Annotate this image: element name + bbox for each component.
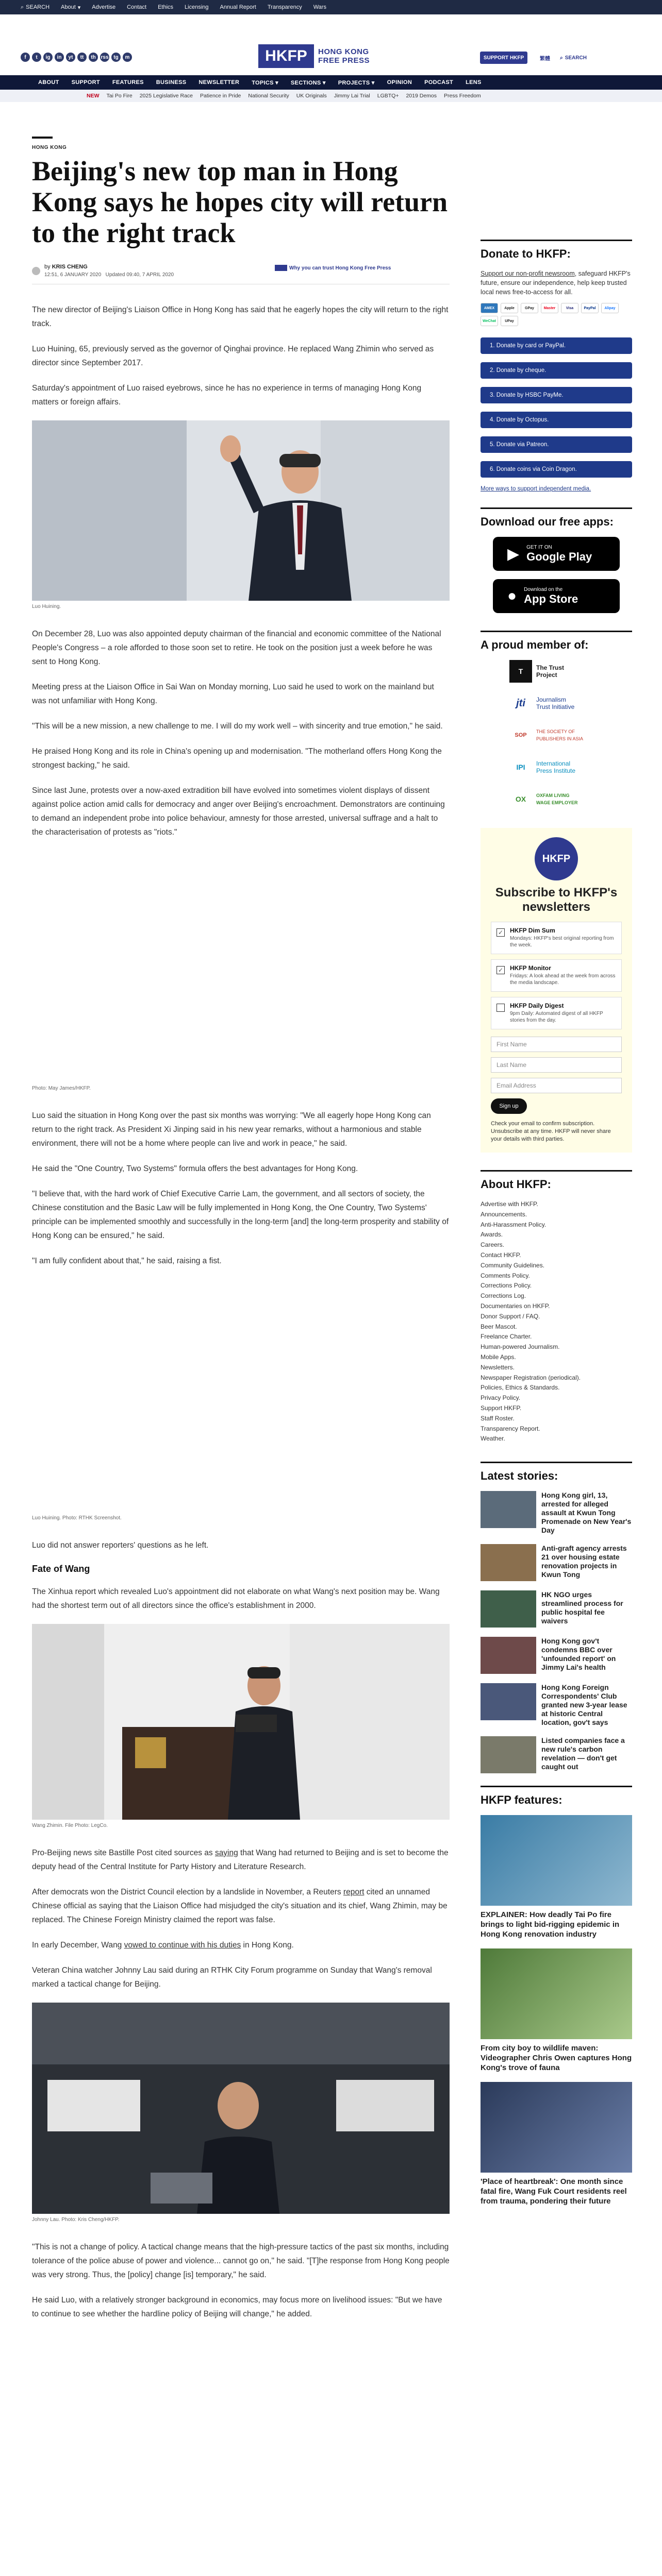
byline: by KRIS CHENG 12:51, 6 JANUARY 2020 Updated 09:40, 7 APRIL 2020 Why you can trust Hong Kong Free Press (32, 264, 450, 284)
story-thumbnail[interactable] (481, 1590, 536, 1628)
about-link[interactable]: Announcements. (481, 1210, 527, 1218)
latest-story[interactable] (481, 1637, 632, 1674)
latest-heading: Latest stories: (481, 1462, 632, 1483)
paragraph: "This will be a new mission, a new challenge to me. I will do my work well – with sincerity and true emotion," he said. (32, 722, 443, 731)
about-link[interactable]: Human-powered Journalism. (481, 1343, 560, 1351)
photo-illustration (32, 2003, 450, 2214)
image-caption: Photo: May James/HKFP. (32, 1086, 91, 1091)
alipay-icon: Alipay (601, 303, 619, 313)
telegram-icon[interactable]: tg (111, 53, 121, 62)
author-avatar (32, 267, 40, 275)
wechat-icon: WeChat (481, 316, 498, 326)
member-jti[interactable]: jti Journalism Trust Initiative (509, 692, 632, 715)
photo-luo-huining (32, 420, 450, 601)
linkedin-icon[interactable]: in (55, 53, 64, 62)
trust-promo-link[interactable]: Why you can trust Hong Kong Free Press (275, 265, 391, 271)
oxfam-icon: OX (515, 795, 526, 803)
checkbox[interactable]: ✓ (496, 966, 505, 974)
header-search-button[interactable]: ⌕ SEARCH (560, 55, 587, 61)
chevron-down-icon: ▾ (77, 4, 81, 11)
about-link[interactable]: Comments Policy. (481, 1272, 530, 1279)
facebook-icon[interactable]: f (21, 53, 30, 62)
paragraph: Meeting press at the Liaison Office in Sai Wan on Monday morning, Luo said he used to work on the mainland but was not unfamiliar with Hong Kong. (32, 683, 434, 705)
published-date: 12:51, 6 JANUARY 2020 (44, 272, 102, 278)
embedded-video-placeholder (32, 1279, 450, 1512)
latest-story[interactable] (481, 1683, 632, 1727)
paragraph: Pro-Beijing news site Bastille Post cited sources as saying that Wang had returned to Beijing and is set to become the deputy head of the Central Institute for Party History and Literature Research. (32, 1849, 449, 1871)
nav-opinion[interactable]: OPINION (387, 79, 412, 86)
mastodon-icon[interactable]: m (123, 53, 132, 62)
apps-heading: Download our free apps: (481, 507, 632, 529)
trending-item[interactable]: LGBTQ+ (377, 93, 399, 99)
newsletter-note: Check your email to confirm subscription. Unsubscribe at any time. HKFP will never share your details with third parties. (491, 1121, 611, 1142)
member-oxfam[interactable]: OX OXFAM LIVING WAGE EMPLOYER (509, 788, 632, 810)
about-link[interactable]: Privacy Policy. (481, 1394, 521, 1402)
paragraph: He said Luo, with a relatively stronger background in economics, may focus more on livelihood issues: "But we have to continue to see whether the hardline policy of Beijing will change," he added. (32, 2296, 442, 2318)
page-title: Beijing's new top man in Hong Kong says he hopes city will return to the right track (32, 156, 448, 248)
about-link[interactable]: Careers. (481, 1241, 505, 1249)
about-link[interactable]: Advertise with HKFP. (481, 1200, 538, 1208)
paypal-icon: PayPal (581, 303, 599, 313)
logo-mark: HKFP (258, 44, 314, 68)
site-logo[interactable] (258, 44, 370, 68)
paragraph: In early December, Wang vowed to continue with his duties in Hong Kong. (32, 1941, 294, 1950)
topbar-wars[interactable]: Wars (313, 4, 326, 10)
paragraph: The Xinhua report which revealed Luo's appointment did not elaborate on what Wang's next position may be. Wang had the shortest term out of all directors since the office's establishment in 2000. (32, 1587, 440, 1610)
app-store-button[interactable]: ● Download on the App Store (493, 579, 620, 613)
topbar-advertise[interactable]: Advertise (92, 4, 116, 10)
embedded-photo-placeholder (32, 851, 450, 1082)
donate-cheque-button[interactable]: 2. Donate by cheque. (481, 362, 632, 379)
nav-business[interactable]: BUSINESS (156, 79, 187, 86)
topbar-search[interactable]: ⌕ SEARCH (21, 4, 50, 10)
donate-octopus-button[interactable]: 4. Donate by Octopus. (481, 412, 632, 428)
inline-link[interactable]: vowed to continue with his duties (124, 1941, 241, 1950)
donate-text: Support our non-profit newsroom, safeguard HKFP's future, ensure our independence, help keep trusted local news free-to-access for all. (481, 270, 631, 296)
tiktok-icon[interactable]: tt (77, 53, 87, 62)
member-trust-project[interactable]: T The Trust Project (509, 660, 632, 683)
payment-methods (481, 303, 632, 326)
mastercard-icon: Master (541, 303, 558, 313)
about-link[interactable]: Transparency Report. (481, 1425, 540, 1432)
trending-item[interactable]: Press Freedom (444, 93, 481, 99)
donate-card-button[interactable]: 1. Donate by card or PayPal. (481, 337, 632, 354)
feature-image[interactable] (481, 1948, 632, 2039)
paragraph: Luo did not answer reporters' questions as he left. (32, 1541, 209, 1550)
paragraph: Luo Huining, 65, previously served as the governor of Qinghai province. He replaced Wang Zhimin who served as director since September 2017. (32, 345, 434, 367)
google-pay-icon: GPay (521, 303, 538, 313)
member-sopa[interactable]: SOP THE SOCIETY OF PUBLISHERS IN ASIA (509, 724, 632, 747)
member-ipi[interactable]: IPI International Press Institute (509, 756, 632, 778)
about-link[interactable]: Community Guidelines. (481, 1261, 545, 1269)
story-thumbnail[interactable] (481, 1637, 536, 1674)
language-switch[interactable]: 繁體 (540, 56, 550, 62)
paragraph: On December 28, Luo was also appointed deputy chairman of the financial and economic committee of the National People's Congress – a role afforded to those soon set to retire. He took on the position just a week before he was sent to Hong Kong. (32, 630, 441, 666)
nav-sections[interactable]: SECTIONS ▾ (290, 79, 326, 86)
image-caption: Wang Zhimin. File Photo: LegCo. (32, 1823, 108, 1828)
nav-podcast[interactable]: PODCAST (424, 79, 454, 86)
about-link[interactable]: Newspaper Registration (periodical). (481, 1374, 581, 1381)
subheading: Fate of Wang (32, 1564, 90, 1574)
image-caption: Johnny Lau. Photo: Kris Cheng/HKFP. (32, 2217, 120, 2223)
members-heading: A proud member of: (481, 631, 632, 652)
first-name-field[interactable]: First Name (491, 1037, 622, 1052)
main-navigation (0, 75, 662, 90)
nav-lens[interactable]: LENS (466, 79, 482, 86)
hkfp-badge-icon (275, 265, 287, 271)
trending-item[interactable]: National Security (248, 93, 289, 99)
story-title[interactable]: HK NGO urges streamlined process for public hospital fee waivers (541, 1590, 623, 1625)
topbar-licensing[interactable]: Licensing (185, 4, 209, 10)
about-link[interactable]: Corrections Policy. (481, 1282, 532, 1290)
feature-title[interactable]: 'Place of heartbreak': One month since fatal fire, Wang Fuk Court residents reel from trauma, pondering their future (481, 2177, 627, 2206)
topbar-annual-report[interactable]: Annual Report (220, 4, 256, 10)
instagram-icon[interactable]: ig (43, 53, 53, 62)
inline-link[interactable]: saying (214, 1849, 238, 1857)
twitter-icon[interactable]: t (32, 53, 41, 62)
about-link[interactable]: Support HKFP. (481, 1404, 522, 1412)
section-label[interactable]: HONG KONG (32, 145, 67, 150)
updated-date: Updated 09:40, 7 APRIL 2020 (105, 272, 174, 278)
site-header (0, 14, 662, 75)
nav-topics[interactable]: TOPICS ▾ (252, 79, 278, 86)
search-icon: ⌕ (21, 4, 24, 10)
paragraph: The new director of Beijing's Liaison Office in Hong Kong has said that he eagerly hopes the city will return to the right track. (32, 306, 449, 328)
topbar-about[interactable]: About ▾ (61, 4, 81, 11)
about-heading: About HKFP: (481, 1170, 632, 1191)
donate-patreon-button[interactable]: 5. Donate via Patreon. (481, 436, 632, 453)
trending-item[interactable]: Tai Po Fire (106, 93, 133, 99)
top-utility-bar (0, 0, 662, 14)
newsletter-box (481, 828, 632, 1153)
visa-icon: Visa (561, 303, 578, 313)
trending-item[interactable]: UK Originals (296, 93, 327, 99)
trending-item[interactable]: Patience in Pride (200, 93, 241, 99)
checkbox[interactable]: ✓ (496, 928, 505, 937)
photo-illustration (32, 1624, 450, 1820)
topbar-ethics[interactable]: Ethics (158, 4, 174, 10)
feature-card[interactable] (481, 1948, 632, 2073)
features-list (481, 1815, 632, 2206)
story-title[interactable]: Hong Kong girl, 13, arrested for alleged assault at Kwun Tong Promenade on New Year's Day (541, 1491, 632, 1535)
sopa-icon: SOP (515, 732, 527, 738)
youtube-icon[interactable]: yt (66, 53, 75, 62)
about-link[interactable]: Newsletters. (481, 1363, 515, 1371)
unionpay-icon: UPay (501, 316, 518, 326)
about-link[interactable]: Freelance Charter. (481, 1333, 532, 1341)
about-list (481, 1199, 632, 1444)
about-link[interactable]: Anti-Harassment Policy. (481, 1221, 547, 1228)
paragraph: He said the "One Country, Two Systems" formula offers the best advantages for Hong Kong. (32, 1164, 358, 1173)
section-rule (32, 137, 53, 139)
feature-image[interactable] (481, 1815, 632, 1906)
signup-button[interactable]: Sign up (491, 1098, 527, 1114)
paragraph: After democrats won the District Council election by a landslide in November, a Reuters report cited an unnamed Chinese official as saying that the Liaison Office had misjudged the city's situation and its chief, Wang Zhimin, may be replaced. The Chinese Foreign Ministry claimed the report was false. (32, 1888, 448, 1924)
ipi-icon: IPI (516, 763, 525, 771)
feature-image[interactable] (481, 2082, 632, 2173)
apple-pay-icon: Apple (501, 303, 518, 313)
last-name-field[interactable]: Last Name (491, 1057, 622, 1073)
donate-payme-button[interactable]: 3. Donate by HSBC PayMe. (481, 387, 632, 403)
topbar-transparency[interactable]: Transparency (267, 4, 302, 10)
nav-projects[interactable]: PROJECTS ▾ (338, 79, 375, 86)
story-thumbnail[interactable] (481, 1736, 536, 1773)
features-heading: HKFP features: (481, 1786, 632, 1807)
about-link[interactable]: Donor Support / FAQ. (481, 1312, 540, 1320)
trust-project-icon: T (509, 660, 532, 683)
paragraph: Since last June, protests over a now-axed extradition bill have evolved into sometimes violent displays of dissent against police action amid calls for democracy and anger over Beijing's encroachment. Demonstrators are continuing to demand an independent probe into police behaviour, amnesty for those arrested, universal suffrage and a halt to the characterisation of protests as "riots." (32, 786, 445, 837)
trending-item[interactable]: Jimmy Lai Trial (334, 93, 370, 99)
story-thumbnail[interactable] (481, 1683, 536, 1720)
newsletter-option-monitor[interactable]: ✓ HKFP Monitor Fridays: A look ahead at the week from across the media landscape. (491, 959, 622, 992)
photo-wang-zhimin (32, 1624, 450, 1820)
trending-item[interactable]: 2019 Demos (406, 93, 437, 99)
feature-title[interactable]: From city boy to wildlife maven: Videographer Chris Owen captures Hong Kong's trove of fauna (481, 2044, 632, 2073)
image-caption: Luo Huining. Photo: RTHK Screenshot. (32, 1515, 122, 1521)
about-link[interactable]: Staff Roster. (481, 1414, 515, 1422)
story-title[interactable]: Hong Kong Foreign Correspondents' Club granted new 3-year lease at historic Central location, gov't says (541, 1683, 627, 1727)
latest-story[interactable] (481, 1736, 632, 1773)
latest-stories (481, 1491, 632, 1773)
paragraph: He praised Hong Kong and its role in China's opening up and modernisation. "The motherland offers Hong Kong the strongest backing," he said. (32, 747, 442, 770)
article-body (32, 137, 450, 2332)
paragraph: Luo said the situation in Hong Kong over the past six months was worrying: "We all eagerly hope Hong Kong can return to the right track. As President Xi Jinping said in his new year remarks, without a harmonious and stable environment, there will not be a home where people can live and work in peace," he said. (32, 1111, 431, 1148)
more-ways-link[interactable]: More ways to support independent media. (481, 486, 591, 492)
feature-card[interactable] (481, 1815, 632, 1939)
nav-support[interactable]: SUPPORT (71, 79, 100, 86)
paragraph: Saturday's appointment of Luo raised eyebrows, since he has no experience in terms of managing Hong Kong matters or foreign affairs. (32, 384, 422, 406)
sidebar (481, 240, 632, 2215)
paragraph: "I believe that, with the hard work of Chief Executive Carrie Lam, the government, and all sectors of society, the Chinese constitution and the Basic Law will be fully implemented in Hong Kong, the One Country, Two Systems' principle can be implemented smoothly and successfully in the long-term [and] the long-term prosperity and stability of Hong Kong can be ensured," he said. (32, 1190, 449, 1240)
about-link[interactable]: Documentaries on HKFP. (481, 1302, 550, 1310)
feature-card[interactable] (481, 2082, 632, 2206)
threads-icon[interactable]: th (89, 53, 98, 62)
jti-icon: jti (516, 697, 525, 709)
trending-bar (0, 90, 662, 102)
donate-coin-button[interactable]: 6. Donate coins via Coin Dragon. (481, 461, 632, 478)
newsletter-heading: Subscribe to HKFP's newsletters (495, 886, 618, 914)
topbar-contact[interactable]: Contact (127, 4, 147, 10)
nav-about[interactable]: ABOUT (38, 79, 59, 86)
about-link[interactable]: Mobile Apps. (481, 1353, 516, 1361)
latest-story[interactable] (481, 1544, 632, 1581)
donate-link[interactable]: Support our non-profit newsroom (481, 270, 575, 277)
hkfp-logo-icon: HKFP (535, 837, 578, 880)
nav-newsletter[interactable]: NEWSLETTER (198, 79, 240, 86)
author-link[interactable]: KRIS CHENG (52, 264, 88, 270)
story-title[interactable]: Anti-graft agency arrests 21 over housing estate renovation projects in Kwun Tong (541, 1544, 627, 1579)
latest-story[interactable] (481, 1590, 632, 1628)
rss-icon[interactable]: rss (100, 53, 109, 62)
search-icon: ⌕ (560, 55, 563, 61)
photo-johnny-lau (32, 2003, 450, 2214)
support-hkfp-button[interactable]: SUPPORT HKFP (480, 52, 527, 64)
apple-icon: ● (507, 587, 517, 604)
paragraph: "This is not a change of policy. A tactical change means that the high-pressure tactics of the past six months, including tolerance of the police abuse of power and violence... cannot go on," he said. "[T]he response from Hong Kong people was very strong. Thus, the [policy] change [is] temporary," he said. (32, 2243, 450, 2279)
photo-illustration (32, 420, 450, 601)
donate-heading: Donate to HKFP: (481, 240, 632, 261)
google-play-button[interactable]: ▶ GET IT ON Google Play (493, 537, 620, 571)
story-thumbnail[interactable] (481, 1491, 536, 1528)
about-link[interactable]: Contact HKFP. (481, 1251, 521, 1259)
newsletter-option-dimsum[interactable]: ✓ HKFP Dim Sum Mondays: HKFP's best original reporting from the week. (491, 922, 622, 954)
email-field[interactable]: Email Address (491, 1078, 622, 1093)
paragraph: "I am fully confident about that," he said, raising a fist. (32, 1257, 222, 1265)
inline-link[interactable]: report (343, 1888, 365, 1896)
newsletter-option-digest[interactable]: HKFP Daily Digest 9pm Daily: Automated digest of all HKFP stories from the day. (491, 997, 622, 1029)
about-link[interactable]: Awards. (481, 1231, 503, 1239)
story-title[interactable]: Listed companies face a new rule's carbon revelation — don't get caught out (541, 1736, 625, 1771)
nav-features[interactable]: FEATURES (112, 79, 144, 86)
amex-icon: AMEX (481, 303, 498, 313)
logo-text: HONG KONG FREE PRESS (318, 47, 370, 65)
feature-title[interactable]: EXPLAINER: How deadly Tai Po fire brings to light bid-rigging epidemic in Hong Kong renovation industry (481, 1910, 620, 1939)
story-thumbnail[interactable] (481, 1544, 536, 1581)
story-title[interactable]: Hong Kong gov't condemns BBC over 'unfounded report' on Jimmy Lai's health (541, 1637, 616, 1672)
about-link[interactable]: Policies, Ethics & Standards. (481, 1384, 560, 1392)
about-link[interactable]: Weather. (481, 1435, 505, 1443)
about-link[interactable]: Corrections Log. (481, 1292, 526, 1300)
latest-story[interactable] (481, 1491, 632, 1535)
about-link[interactable]: Beer Mascot. (481, 1323, 517, 1330)
image-caption: Luo Huining. (32, 604, 61, 609)
trending-item[interactable]: 2025 Legislative Race (139, 93, 193, 99)
checkbox[interactable] (496, 1004, 505, 1012)
paragraph: Veteran China watcher Johnny Lau said during an RTHK City Forum programme on Sunday that Wang's removal marked a tactical change for Beijing. (32, 1966, 432, 1989)
trending-label: NEW (87, 93, 100, 99)
google-play-icon: ▶ (507, 545, 520, 563)
